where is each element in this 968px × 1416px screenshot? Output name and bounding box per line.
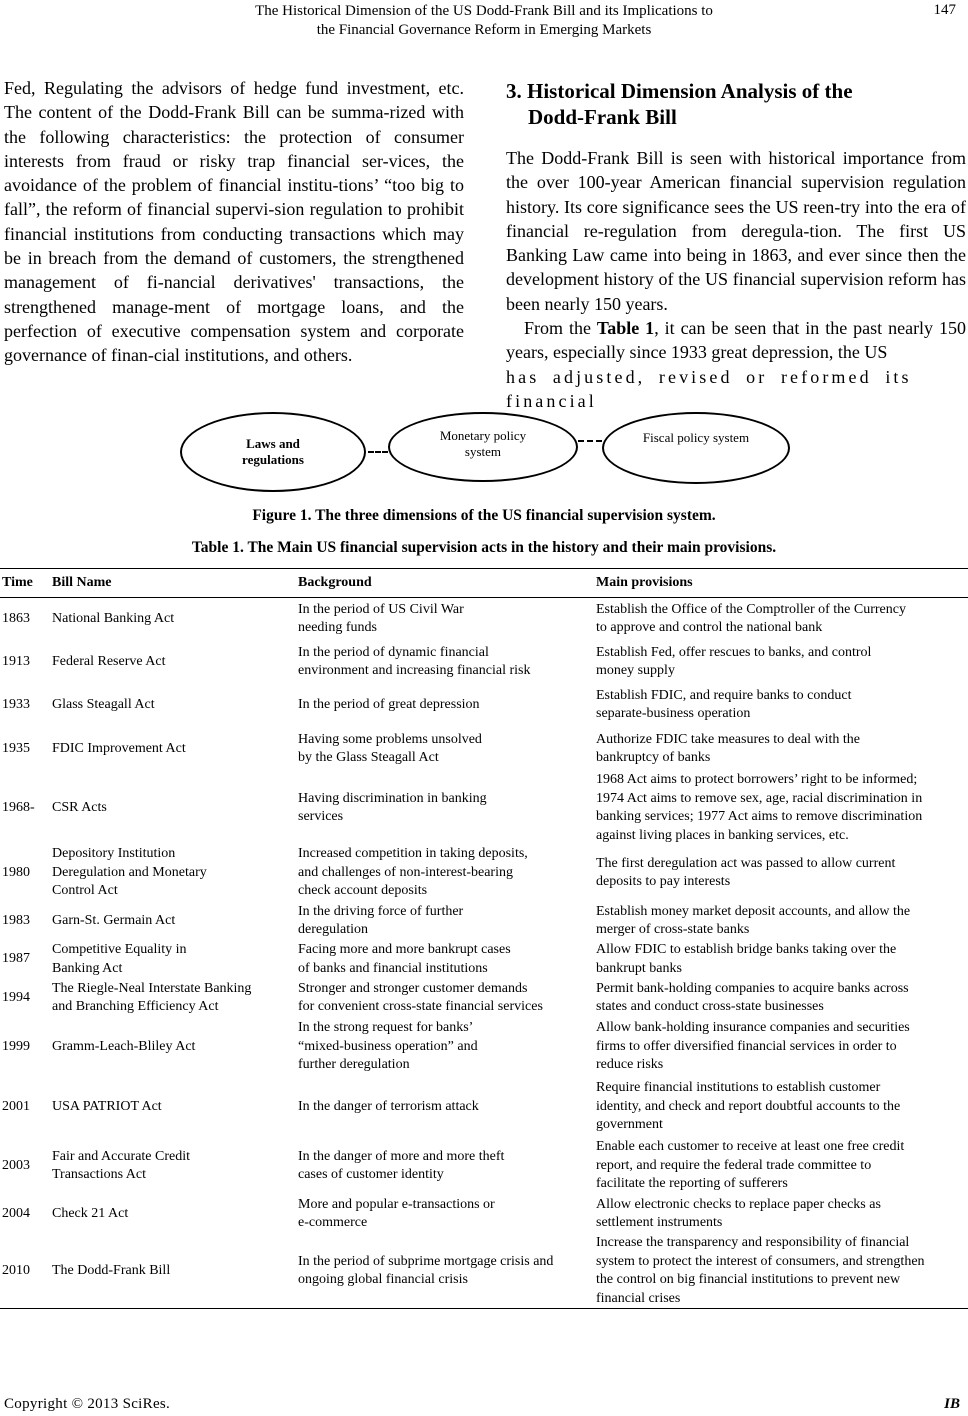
cell-background xyxy=(296,771,594,845)
cell-line: Permit bank-holding companies to acquire banks across xyxy=(596,980,909,996)
cell-line: merger of cross-state banks xyxy=(596,922,750,937)
node3-label: Fiscal policy system xyxy=(642,430,750,445)
table-row xyxy=(0,597,968,641)
cell-line: by the Glass Steagall Act xyxy=(298,750,439,765)
cell-bill-name xyxy=(50,597,296,641)
connector-1 xyxy=(368,451,388,453)
table-row xyxy=(0,1194,968,1234)
table-row xyxy=(0,641,968,683)
node2-line-1: Monetary policy xyxy=(439,428,527,443)
cell-line: In the period of US Civil War xyxy=(298,601,464,617)
cell-line: deregulation xyxy=(298,922,368,937)
cell-line: financial crises xyxy=(596,1290,681,1306)
figure-caption: Figure 1. The three dimensions of the US financial supervision system. xyxy=(252,507,716,524)
table-row xyxy=(0,941,968,978)
cell-line: National Banking Act xyxy=(52,611,175,626)
cell-line: Allow FDIC to establish bridge banks taking over the xyxy=(596,942,897,957)
copyright: Copyright © 2013 SciRes. xyxy=(4,1396,171,1412)
cell-bill-name xyxy=(50,727,296,771)
cell-line: cases of customer identity xyxy=(298,1167,444,1182)
header-time: Time xyxy=(0,569,50,598)
cell-line: Check 21 Act xyxy=(52,1205,129,1221)
cell-line: report, and require the federal trade committee to xyxy=(596,1157,872,1173)
cell-bill-name xyxy=(50,901,296,941)
cell-line: 1974 Act aims to remove sex, age, racial discrimination in xyxy=(596,790,923,806)
cell-line: Transactions Act xyxy=(52,1167,146,1182)
cell-line: Establish the Office of the Comptroller of the Currency xyxy=(596,601,906,617)
table-row xyxy=(0,771,968,845)
cell-time: 1999 xyxy=(2,1038,30,1054)
cell-time: 1863 xyxy=(2,611,30,626)
cell-line: “mixed-business operation” and xyxy=(298,1038,478,1054)
cell-line: identity, and check and report doubtful accounts to the xyxy=(596,1098,901,1114)
cell-line: the control on big financial institutions to prevent new xyxy=(596,1272,901,1287)
cell-line: Depository Institution xyxy=(52,846,176,862)
table-row xyxy=(0,683,968,727)
cell-background xyxy=(296,1018,594,1076)
acts-table xyxy=(0,568,968,1309)
table-body xyxy=(0,597,968,1309)
cell-main-provisions xyxy=(594,727,968,771)
cell-line: for convenient cross-state financial services xyxy=(298,999,543,1014)
cell-line: In the strong request for banks’ xyxy=(298,1020,474,1036)
table-row xyxy=(0,901,968,941)
p2-mid: , it can be seen that in the past nearly 150 years, especially since 1933 great depression, the US xyxy=(506,318,967,363)
cell-line: Establish money market deposit accounts, and allow the xyxy=(596,903,911,919)
cell-main-provisions xyxy=(594,1018,968,1076)
cell-bill-name xyxy=(50,845,296,901)
cell-line: The Riegle-Neal Interstate Banking xyxy=(52,980,252,996)
cell-line: Establish FDIC, and require banks to conduct xyxy=(596,687,852,703)
header-background: Background xyxy=(296,569,594,598)
cell-bill-name xyxy=(50,1234,296,1309)
cell-bill-name xyxy=(50,1194,296,1234)
cell-main-provisions xyxy=(594,1194,968,1234)
cell-line: Banking Act xyxy=(52,960,123,976)
cell-line: Federal Reserve Act xyxy=(52,653,166,669)
cell-line: further deregulation xyxy=(298,1057,410,1073)
fiscal-policy-node xyxy=(602,412,790,484)
cell-line: CSR Acts xyxy=(52,799,107,815)
cell-time: 2003 xyxy=(2,1157,30,1173)
cell-line: The first deregulation act was passed to allow current xyxy=(596,855,896,871)
cell-line: Having some problems unsolved xyxy=(298,731,482,747)
cell-line: Enable each customer to receive at least one free credit xyxy=(596,1139,905,1155)
cell-line: FDIC Improvement Act xyxy=(52,740,186,756)
cell-main-provisions xyxy=(594,941,968,978)
cell-time: 1983 xyxy=(2,912,30,928)
cell-line: Facing more and more bankrupt cases xyxy=(298,942,511,957)
cell-line: Stronger and stronger customer demands xyxy=(298,980,528,996)
cell-main-provisions xyxy=(594,1138,968,1194)
section-title-line-2: Dodd-Frank Bill xyxy=(528,105,677,129)
connector-2 xyxy=(578,440,602,442)
cell-line: Authorize FDIC take measures to deal with the xyxy=(596,731,860,747)
cell-line: firms to offer diversified financial services in order to xyxy=(596,1038,897,1054)
cell-background xyxy=(296,1234,594,1309)
cell-line: money supply xyxy=(596,663,675,678)
section-title-line-1: 3. Historical Dimension Analysis of the xyxy=(506,79,853,103)
cell-line: Gramm-Leach-Bliley Act xyxy=(52,1038,196,1054)
cell-line: facilitate the reporting of sufferers xyxy=(596,1176,788,1192)
node1-line-1: Laws and xyxy=(246,436,300,451)
cell-line: to approve and control the national bank xyxy=(596,620,823,636)
cell-line: banking services; 1977 Act aims to remove discrimination xyxy=(596,809,923,824)
cell-line: Fair and Accurate Credit xyxy=(52,1148,191,1164)
cell-time: 1980 xyxy=(2,864,30,880)
cell-bill-name xyxy=(50,1076,296,1138)
cell-line: of banks and financial institutions xyxy=(298,960,488,976)
cell-time: 1987 xyxy=(2,951,30,967)
cell-background xyxy=(296,845,594,901)
cell-line: needing funds xyxy=(298,620,377,636)
cell-background xyxy=(296,641,594,683)
cell-bill-name xyxy=(50,641,296,683)
p2-prefix: From the xyxy=(524,318,597,339)
cell-time: 1968- xyxy=(2,799,35,815)
cell-main-provisions xyxy=(594,978,968,1018)
cell-time: 2010 xyxy=(0,1234,50,1309)
cell-line: settlement instruments xyxy=(596,1215,723,1230)
cell-line: ongoing global financial crisis xyxy=(298,1272,468,1287)
cell-bill-name xyxy=(50,683,296,727)
cell-line: system to protect the interest of consumers, and strengthen xyxy=(596,1253,925,1269)
cell-main-provisions xyxy=(594,771,968,845)
cell-line: bankrupt banks xyxy=(596,960,682,976)
cell-main-provisions xyxy=(594,1076,968,1138)
cell-line: USA PATRIOT Act xyxy=(52,1098,162,1114)
cell-line: against living places in banking services, etc. xyxy=(596,827,849,843)
header-line-2: the Financial Governance Reform in Emerging Markets xyxy=(316,22,652,38)
cell-main-provisions xyxy=(594,1234,968,1309)
cell-line: Allow bank-holding insurance companies and securities xyxy=(596,1020,910,1036)
cell-line: Increase the transparency and responsibility of financial xyxy=(596,1235,910,1250)
cell-line: Competitive Equality in xyxy=(52,942,187,957)
cell-line: environment and increasing financial risk xyxy=(298,663,531,678)
cell-line: In the period of subprime mortgage crisis and xyxy=(298,1253,554,1269)
cell-line: In the danger of more and more theft xyxy=(298,1148,505,1164)
cell-line: services xyxy=(298,809,344,824)
header-line-1: The Historical Dimension of the US Dodd-Frank Bill and its Implications to xyxy=(255,3,713,19)
header-main-provisions: Main provisions xyxy=(594,569,968,598)
section-paragraph-2 xyxy=(506,316,966,365)
cell-line: e-commerce xyxy=(298,1215,368,1230)
cell-line: Glass Steagall Act xyxy=(52,696,155,712)
cell-line: Require financial institutions to establish customer xyxy=(596,1080,881,1096)
cell-line: Increased competition in taking deposits, xyxy=(298,846,528,862)
node1-line-2: regulations xyxy=(242,452,304,467)
figure-1 xyxy=(170,410,800,500)
cell-bill-name xyxy=(50,1138,296,1194)
cell-main-provisions xyxy=(594,845,968,901)
table-caption: Table 1. The Main US financial supervision acts in the history and their main provisions. xyxy=(191,539,777,556)
cell-bill-name xyxy=(50,771,296,845)
cell-bill-name xyxy=(50,978,296,1018)
cell-background xyxy=(296,727,594,771)
cell-time: 2001 xyxy=(2,1098,30,1114)
cell-time: 1935 xyxy=(2,740,30,756)
cell-line: The Dodd-Frank Bill xyxy=(52,1262,171,1278)
cell-line: In the danger of terrorism attack xyxy=(298,1098,479,1114)
table-row xyxy=(0,845,968,901)
cell-line: bankruptcy of banks xyxy=(596,750,711,765)
table-row xyxy=(0,978,968,1018)
monetary-policy-node xyxy=(388,412,578,482)
cell-background xyxy=(296,683,594,727)
cell-time: 1913 xyxy=(2,653,30,669)
cell-line: check account deposits xyxy=(298,883,428,899)
cell-bill-name xyxy=(50,1018,296,1076)
section-paragraph-2-last-line: has adjusted, revised or reformed its financial xyxy=(506,366,912,411)
left-paragraph: Fed, Regulating the advisors of hedge fund investment, etc. The content of the Dodd-Frank Bill can be summa-rized with the following characteristics: the protection of consumer interests from fraud or risky trap financial ser-vices, the avoidance of the problem of financial institu-tions’ “too big to fall”, the reform of financial supervi-sion regulation to prohibit financial institutions from conducting transactions which may be in breach from the demand of customers, the strengthened management of fi-nancial derivatives' transactions, the strengthened manage-ment of mortgage loans, and the perfection of executive compensation system and corporate governance of finan-cial institutions, and others. xyxy=(4,78,464,366)
table-row xyxy=(0,1076,968,1138)
node2-line-2: system xyxy=(464,444,502,459)
cell-background xyxy=(296,1076,594,1138)
cell-line: In the driving force of further xyxy=(298,903,464,919)
cell-line: deposits to pay interests xyxy=(596,874,731,889)
cell-line: government xyxy=(596,1117,663,1133)
cell-background xyxy=(296,901,594,941)
table-row xyxy=(0,1234,968,1309)
cell-time: 1933 xyxy=(2,696,30,712)
cell-main-provisions xyxy=(594,641,968,683)
running-header xyxy=(150,2,818,40)
cell-time: 2004 xyxy=(2,1205,30,1221)
cell-line: separate-business operation xyxy=(596,706,751,721)
cell-line: Allow electronic checks to replace paper checks as xyxy=(596,1196,881,1212)
cell-line: states and conduct cross-state businesses xyxy=(596,999,824,1014)
cell-line: Having discrimination in banking xyxy=(298,790,487,806)
cell-background xyxy=(296,1194,594,1234)
cell-bill-name xyxy=(50,941,296,978)
cell-main-provisions xyxy=(594,901,968,941)
right-column xyxy=(506,146,966,413)
cell-line: reduce risks xyxy=(596,1057,664,1073)
table-row xyxy=(0,1018,968,1076)
section-paragraph-1: The Dodd-Frank Bill is seen with historical importance from the over 100-year American financial supervision regulation history. Its core significance sees the US reen-try into the era of financial re-regulation from deregula-tion. The first US Banking Law came into being in 1863, and ever since then the development history of the US financial supervision reform has been nearly 150 years. xyxy=(506,148,966,314)
cell-background xyxy=(296,941,594,978)
cell-line: In the period of dynamic financial xyxy=(298,644,489,660)
table-row xyxy=(0,727,968,771)
cell-time: 1994 xyxy=(2,989,30,1005)
cell-background xyxy=(296,1138,594,1194)
cell-line: 1968 Act aims to protect borrowers’ right to be informed; xyxy=(596,772,918,787)
cell-line: Control Act xyxy=(52,883,118,899)
cell-line: In the period of great depression xyxy=(298,696,480,712)
page-number: 147 xyxy=(933,2,956,18)
journal-abbrev: IB xyxy=(944,1396,960,1412)
cell-line: More and popular e-transactions or xyxy=(298,1196,495,1212)
section-title xyxy=(506,78,966,130)
table-reference[interactable]: Table 1 xyxy=(596,318,655,339)
cell-main-provisions xyxy=(594,597,968,641)
cell-main-provisions xyxy=(594,683,968,727)
table-header-row xyxy=(0,569,968,598)
header-bill-name: Bill Name xyxy=(50,569,296,598)
cell-line: Garn-St. Germain Act xyxy=(52,912,176,928)
laws-regulations-node xyxy=(180,412,366,492)
table-row xyxy=(0,1138,968,1194)
cell-line: and challenges of non-interest-bearing xyxy=(298,864,513,880)
cell-background xyxy=(296,978,594,1018)
cell-background xyxy=(296,597,594,641)
cell-line: and Branching Efficiency Act xyxy=(52,999,219,1014)
cell-line: Deregulation and Monetary xyxy=(52,864,207,880)
cell-line: Establish Fed, offer rescues to banks, and control xyxy=(596,644,872,660)
left-column xyxy=(4,76,464,368)
